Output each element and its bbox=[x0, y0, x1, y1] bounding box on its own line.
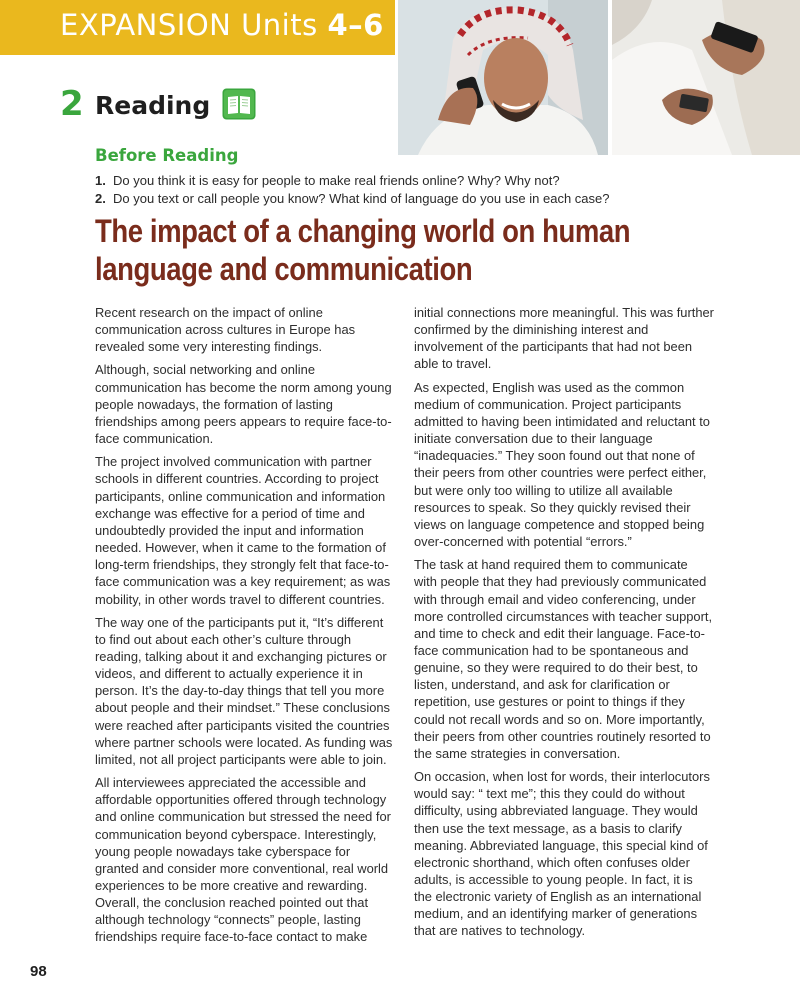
section-title: Reading bbox=[95, 91, 211, 120]
banner-expansion: EXPANSION bbox=[60, 8, 232, 42]
book-icon bbox=[222, 88, 256, 120]
unit-banner bbox=[0, 0, 395, 55]
before-reading-heading: Before Reading bbox=[95, 146, 239, 165]
article-paragraph: All interviewees appreciated the accessible and affordable opportunities offered through technology and online communication but stressed the need for communication beyond cyberspace. Interestingly, young people nowadays take cyberspace for granted and consider more conventional, real world experiences to be more creative and rewarding. Overall, the conclusion reached pointed out that although technology “connects” people, lasting friendships require face-to-face contact to make bbox=[95, 775, 391, 945]
article-column-left bbox=[95, 304, 395, 952]
article-title bbox=[95, 212, 735, 288]
question-text: Do you think it is easy for people to make real friends online? Why? Why not? bbox=[113, 173, 560, 188]
question-1 bbox=[95, 172, 735, 190]
article-title-line-1: The impact of a changing world on human bbox=[95, 213, 631, 249]
article-column-right bbox=[414, 304, 714, 946]
banner-range: 4–6 bbox=[327, 8, 384, 42]
section-number: 2 bbox=[60, 84, 84, 124]
question-2 bbox=[95, 190, 735, 208]
question-number: 2. bbox=[95, 191, 106, 206]
article-paragraph: Although, social networking and online communication has become the norm among young people nowadays, the formation of lasting friendships among peers appears to require face-to-face communication. bbox=[95, 362, 392, 447]
article-paragraph: As expected, English was used as the common medium of communication. Project participants admitted to having been intimidated and reluctant to initiate conversation due to their language “inadequacies.” They soon found out that none of their peers from other countries were perfect either, but were only too willing to utilize all available resources to speak. So they quickly revised their views on language competence and stopped being over-concerned with potential “errors.” bbox=[414, 379, 710, 550]
question-text: Do you text or call people you know? What kind of language do you use in each case? bbox=[113, 191, 610, 206]
article-title-line-2: language and communication bbox=[95, 251, 473, 287]
article-paragraph: The task at hand required them to communicate with people that they had previously communicated with through email and video conferencing, under more controlled circumstances with teacher support, and time to check and edit their language. Face-to-face communication had to be spontaneous and genuine, so they were required to do their best, to listen, understand, and ask for clarification or repetition, use gestures or point to things if they could not recall words and so on. More importantly, their peers from other countries routinely resorted to the same strategies in conversation. bbox=[414, 557, 713, 761]
article-paragraph: The project involved communication with partner schools in different countries. According to project participants, online communication and information exchange was effective for a period of time and undoubtedly provided the input and information needed. However, when it came to the formation of long-term friendships, they strongly felt that face-to-face communication was a key requirement; as was mobility, in other words travel to different countries. bbox=[95, 454, 391, 607]
banner-units: Units bbox=[241, 8, 318, 42]
page-number: 98 bbox=[30, 963, 47, 980]
photo-man-on-phone bbox=[398, 0, 608, 155]
article-paragraph: On occasion, when lost for words, their interlocutors would say: “ text me”; this they could do without difficulty, using abbreviated language. They would then use the text message, as a basis to clarify meaning. Abbreviated language, this special kind of electronic shorthand, which often confuses older adults, is accessible to young people. In fact, it is the electronic variety of English as an international medium, and an identifying marker of generations that are natives to technology. bbox=[414, 769, 710, 939]
banner-title bbox=[60, 8, 384, 42]
article-paragraph: Recent research on the impact of online communication across cultures in Europe has revealed some very interesting findings. bbox=[95, 305, 356, 355]
article-paragraph: The way one of the participants put it, “It’s different to find out about each other’s culture through reading, talking about it and exchanging pictures or videos, and different to actually experience it in person. It’s the day-to-day things that tell you more about people and their mindset.” These conclusions were reached after participants visited the countries where partner schools were located. As funding was limited, not all project participants were able to join. bbox=[95, 614, 393, 767]
article-paragraph: initial connections more meaningful. This was further confirmed by the diminishing interest and involvement of the participants that had not been able to travel. bbox=[414, 305, 714, 372]
photo-hands-texting bbox=[612, 0, 800, 155]
question-number: 1. bbox=[95, 173, 106, 188]
before-reading-questions bbox=[95, 172, 735, 208]
